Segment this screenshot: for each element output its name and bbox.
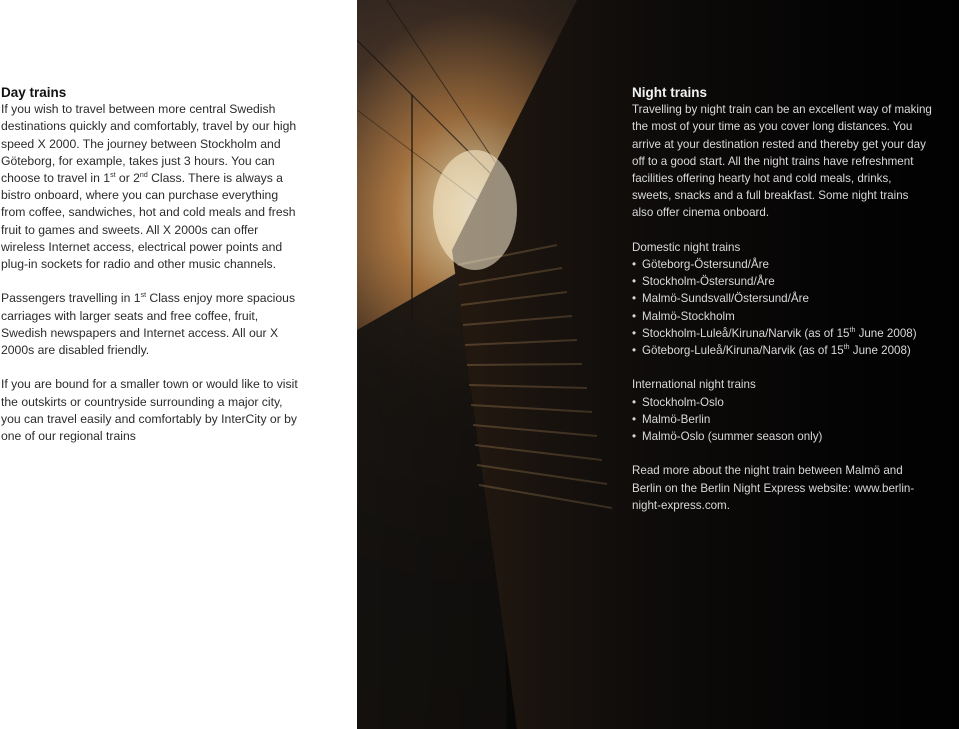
list-item: • Malmö-Oslo (summer season only) xyxy=(632,428,932,445)
night-trains-heading: Night trains xyxy=(632,85,708,100)
list-item: • Malmö-Stockholm xyxy=(632,308,932,325)
list-item: • Göteborg-Östersund/Åre xyxy=(632,256,932,273)
night-trains-section xyxy=(632,84,932,531)
day-trains-section xyxy=(1,84,301,462)
list-item: • Malmö-Berlin xyxy=(632,411,932,428)
list-item: • Göteborg-Luleå/Kiruna/Narvik (as of 15th June 2008) xyxy=(632,342,932,359)
day-trains-paragraph-3: If you are bound for a smaller town or would like to visit the outskirts or countryside surrounding a major city, you can travel easily and comfortably by InterCity or by one of our regional trains xyxy=(1,377,298,444)
international-night-trains-heading: International night trains xyxy=(632,378,756,392)
list-item: • Malmö-Sundsvall/Östersund/Åre xyxy=(632,290,932,307)
night-trains-intro: Travelling by night train can be an excellent way of making the most of your time as you cover long distances. You arrive at your destination rested and thereby get your day off to a good start. All the night trains have refreshment facilities offering hearty hot and cold meals, drinks, sweets, snacks and a full breakfast. Some night trains also offer cinema onboard. xyxy=(632,103,932,220)
day-trains-paragraph-2: Passengers travelling in 1st Class enjoy more spacious carriages with larger seats and free coffee, fruit, Swedish newspapers and Internet access. All our X 2000s are disabled friendly. xyxy=(1,291,296,358)
day-trains-paragraph-1: If you wish to travel between more central Swedish destinations quickly and comfortably, travel by our high speed X 2000. The journey between Stockholm and Göteborg, for example, takes just 3 hours. You can choose to travel in 1st or 2nd Class. There is always a bistro onboard, where you can purchase everything from coffee, sandwiches, hot and cold meals and fresh fruit to games and sweets. All X 2000s can offer wireless Internet access, electrical power points and plug-in sockets for radio and other music channels. xyxy=(1,102,297,272)
list-item: • Stockholm-Luleå/Kiruna/Narvik (as of 15th June 2008) xyxy=(632,325,932,342)
international-night-trains-list xyxy=(632,394,932,446)
domestic-night-trains-list xyxy=(632,256,932,359)
list-item: • Stockholm-Östersund/Åre xyxy=(632,273,932,290)
list-item: • Stockholm-Oslo xyxy=(632,394,932,411)
day-trains-heading: Day trains xyxy=(1,85,67,100)
domestic-night-trains-heading: Domestic night trains xyxy=(632,240,741,254)
read-more-text: Read more about the night train between Malmö and Berlin on the Berlin Night Express website: www.berlin-night-express.com. xyxy=(632,464,915,512)
